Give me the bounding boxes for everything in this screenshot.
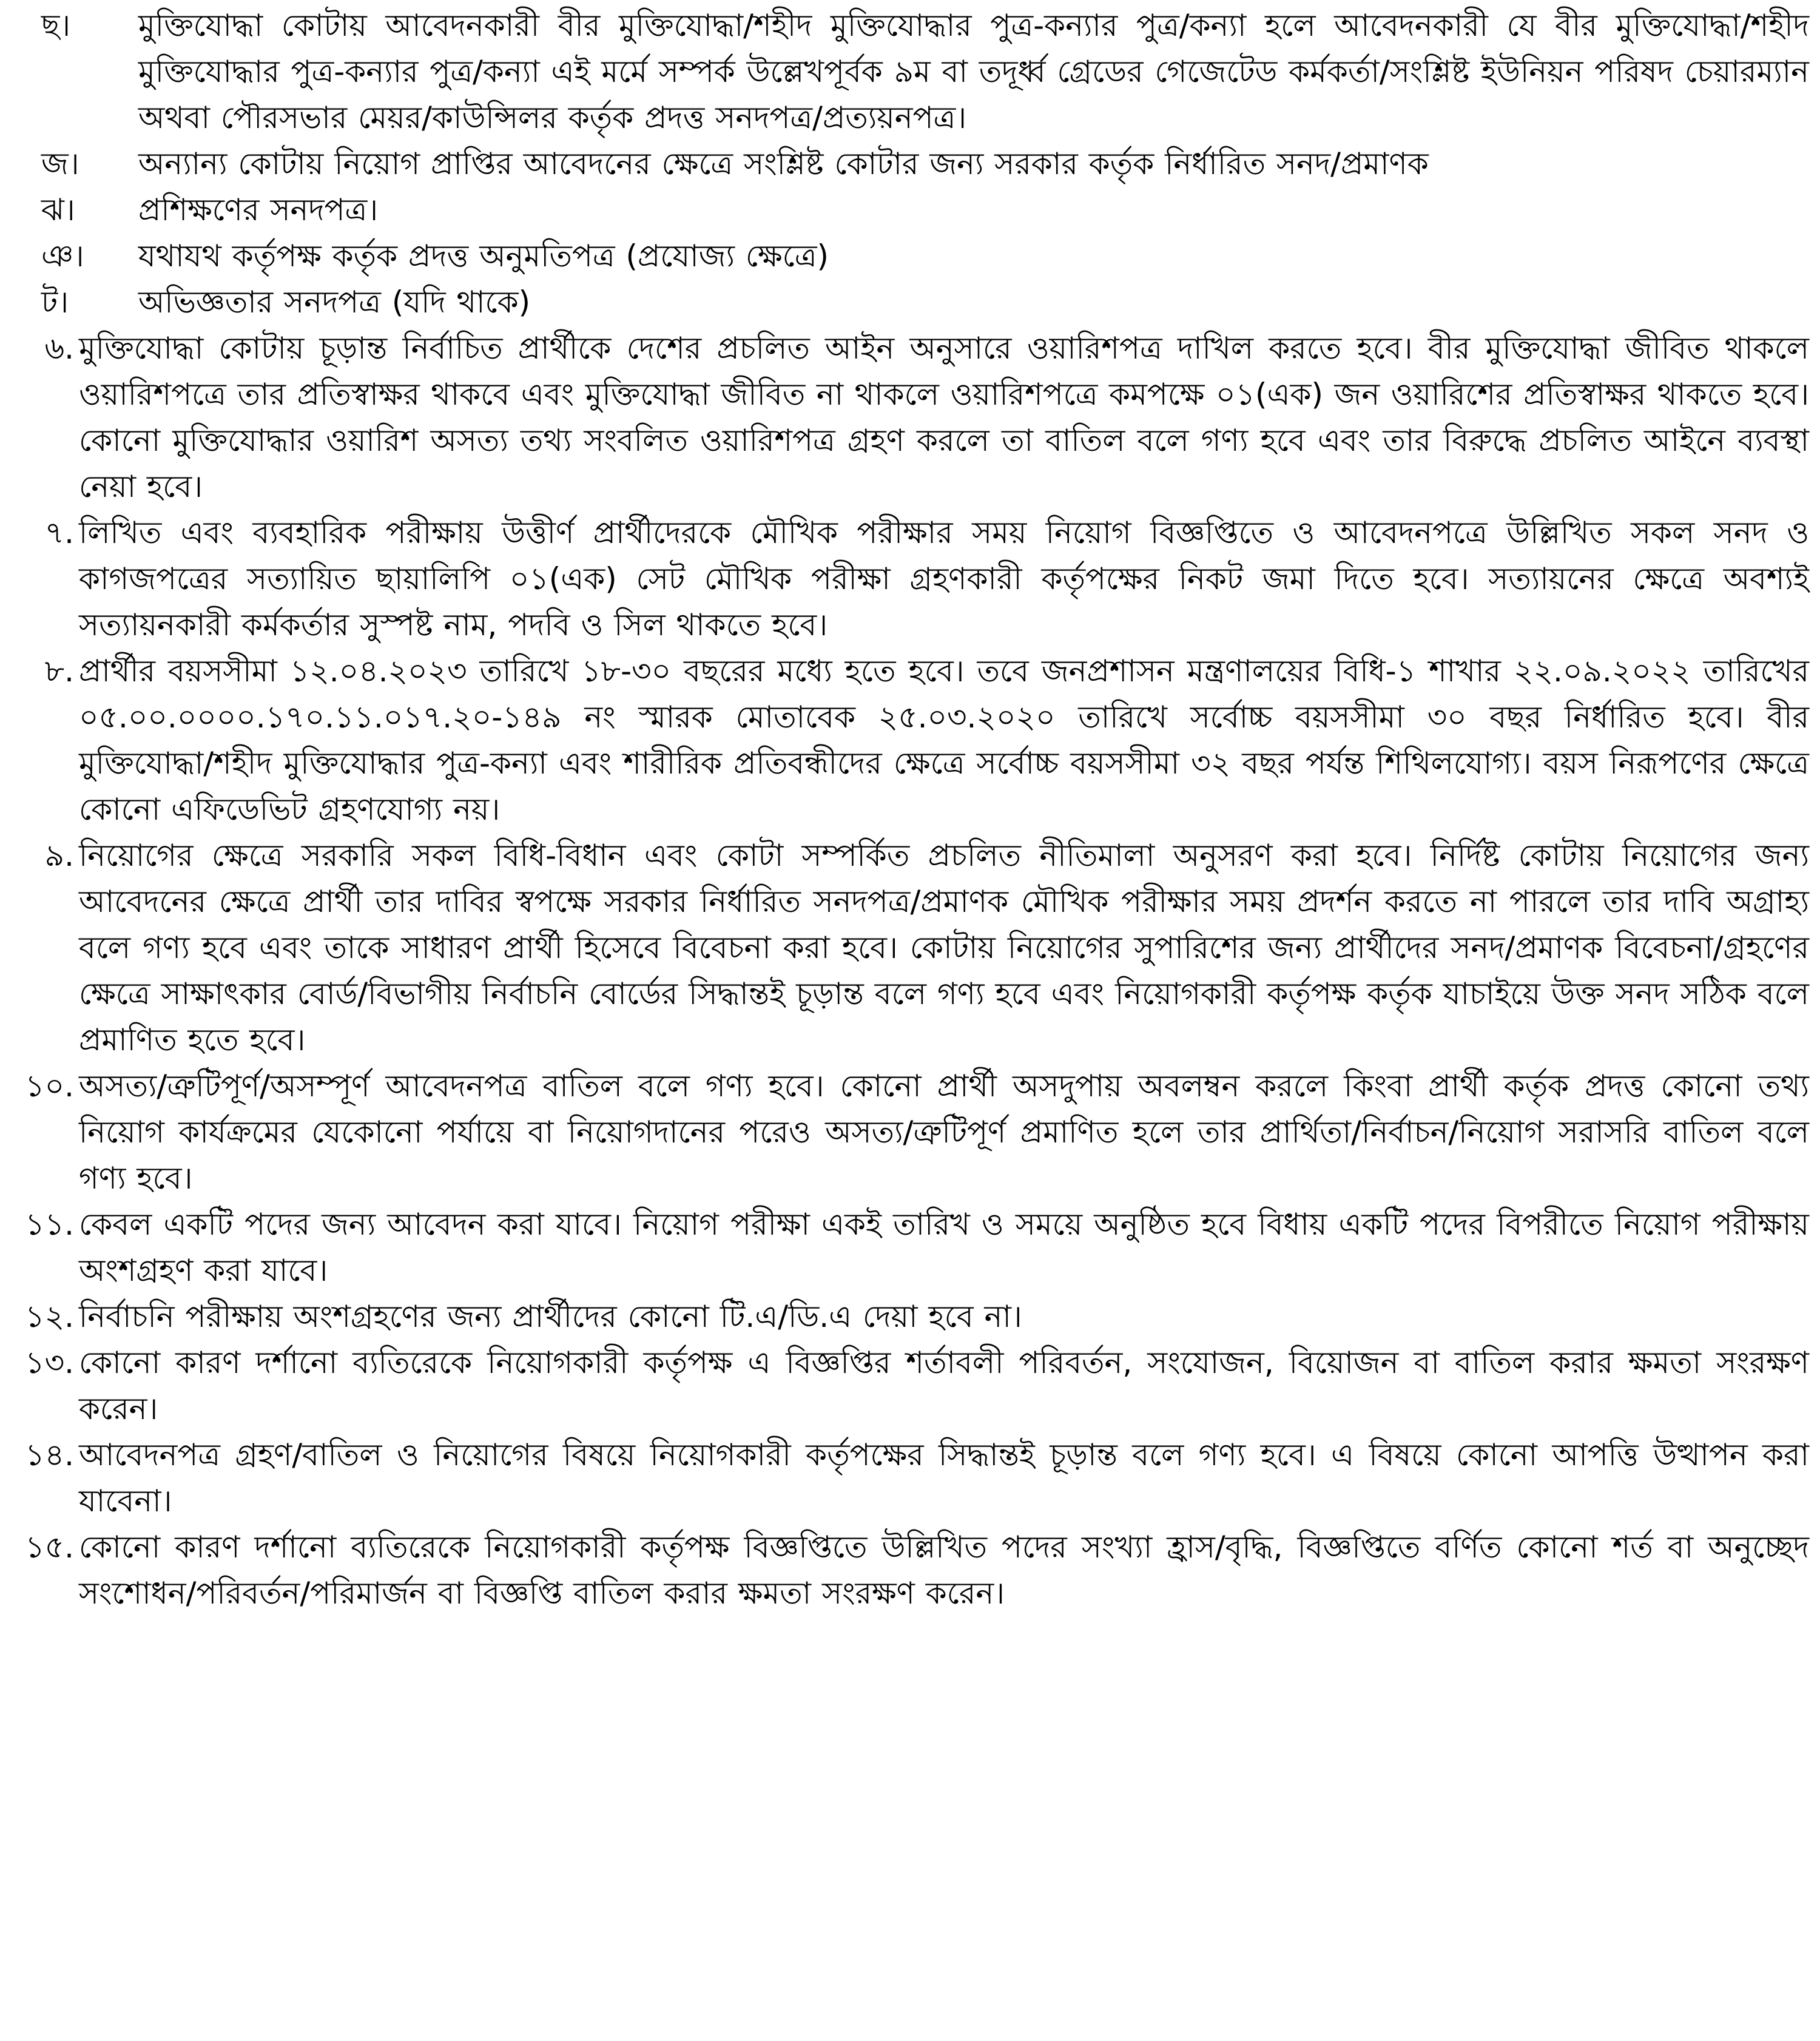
clause-number: ৯.: [44, 838, 74, 873]
sub-item-marker: ঞ।: [41, 238, 84, 274]
clause-text: লিখিত এবং ব্যবহারিক পরীক্ষায় উত্তীর্ণ প্রার্থীদেরকে মৌখিক পরীক্ষার সময় নিয়োগ বিজ্ঞপ্তিতে ও আবেদনপত্রে উল্লিখিত সকল সনদ ও কাগজপত্রের সত্যায়িত ছায়ালিপি ০১(এক) সেট মৌখিক পরীক্ষা গ্রহণকারী কর্তৃপক্ষের নিকট জমা দিতে হবে। সত্যায়নের ক্ষেত্রে অবশ্যই সত্যায়নকারী কর্মকর্তার সুস্পষ্ট নাম, পদবি ও সিল থাকতে হবে।: [79, 515, 1809, 643]
sub-item-marker: ঝ।: [41, 192, 75, 228]
clause-number: ১৫.: [25, 1530, 74, 1565]
sub-item-chha: [11, 2, 1809, 141]
clause-text: আবেদনপত্র গ্রহণ/বাতিল ও নিয়োগের বিষয়ে নিয়োগকারী কর্তৃপক্ষের সিদ্ধান্তই চূড়ান্ত বলে গণ্য হবে। এ বিষয়ে কোনো আপত্তি উত্থাপন করা যাবেনা।: [79, 1437, 1809, 1519]
sub-item-marker: ছ।: [41, 8, 71, 43]
clause-text: নিয়োগের ক্ষেত্রে সরকারি সকল বিধি-বিধান এবং কোটা সম্পর্কিত প্রচলিত নীতিমালা অনুসরণ করা হবে। নির্দিষ্ট কোটায় নিয়োগের জন্য আবেদনের ক্ষেত্রে প্রার্থী তার দাবির স্বপক্ষে সরকার নির্ধারিত সনদপত্র/প্রমাণক মৌখিক পরীক্ষার সময় প্রদর্শন করতে না পারলে তার দাবি অগ্রাহ্য বলে গণ্য হবে এবং তাকে সাধারণ প্রার্থী হিসেবে বিবেচনা করা হবে। কোটায় নিয়োগের সুপারিশের জন্য প্রার্থীদের সনদ/প্রমাণক বিবেচনা/গ্রহণের ক্ষেত্রে সাক্ষাৎকার বোর্ড/বিভাগীয় নির্বাচনি বোর্ডের সিদ্ধান্তই চূড়ান্ত বলে গণ্য হবে এবং নিয়োগকারী কর্তৃপক্ষ কর্তৃক যাচাইয়ে উক্ত সনদ সঠিক বলে প্রমাণিত হতে হবে।: [79, 838, 1809, 1058]
sub-item-text: যথাযথ কর্তৃপক্ষ কর্তৃক প্রদত্ত অনুমতিপত্র (প্রযোজ্য ক্ষেত্রে): [138, 238, 829, 274]
clause-number: ১১.: [25, 1207, 74, 1242]
clause-number: ৮.: [44, 653, 74, 689]
clause-number: ১৪.: [25, 1437, 74, 1473]
sub-item-marker: ট।: [41, 285, 69, 320]
sub-item-jha: [11, 187, 1809, 233]
sub-item-text: প্রশিক্ষণের সনদপত্র।: [138, 192, 379, 228]
clause-13: [11, 1340, 1809, 1432]
sub-item-text: মুক্তিযোদ্ধা কোটায় আবেদনকারী বীর মুক্তিযোদ্ধা/শহীদ মুক্তিযোদ্ধার পুত্র-কন্যার পুত্র/কন্যা হলে আবেদনকারী যে বীর মুক্তিযোদ্ধা/শহীদ মুক্তিযোদ্ধার পুত্র-কন্যার পুত্র/কন্যা এই মর্মে সম্পর্ক উল্লেখপূর্বক ৯ম বা তদূর্ধ্ব গ্রেডের গেজেটেড কর্মকর্তা/সংশ্লিষ্ট ইউনিয়ন পরিষদ চেয়ারম্যান অথবা পৌরসভার মেয়র/কাউন্সিলর কর্তৃক প্রদত্ত সনদপত্র/প্রত্যয়নপত্র।: [138, 8, 1809, 135]
clause-8: [11, 648, 1809, 832]
clause-6: [11, 325, 1809, 510]
clause-text: নির্বাচনি পরীক্ষায় অংশগ্রহণের জন্য প্রার্থীদের কোনো টি.এ/ডি.এ দেয়া হবে না।: [79, 1299, 1022, 1334]
clause-11: [11, 1201, 1809, 1294]
clause-text: কোনো কারণ দর্শানো ব্যতিরেকে নিয়োগকারী কর্তৃপক্ষ বিজ্ঞপ্তিতে উল্লিখিত পদের সংখ্যা হ্রাস/বৃদ্ধি, বিজ্ঞপ্তিতে বর্ণিত কোনো শর্ত বা অনুচ্ছেদ সংশোধন/পরিবর্তন/পরিমার্জন বা বিজ্ঞপ্তি বাতিল করার ক্ষমতা সংরক্ষণ করেন।: [79, 1530, 1809, 1611]
clause-9: [11, 832, 1809, 1063]
clause-number: ১২.: [25, 1299, 74, 1334]
clause-number: ১৩.: [25, 1345, 74, 1380]
clause-15: [11, 1524, 1809, 1616]
clause-text: অসত্য/ত্রুটিপূর্ণ/অসম্পূর্ণ আবেদনপত্র বাতিল বলে গণ্য হবে। কোনো প্রার্থী অসদুপায় অবলম্বন করলে কিংবা প্রার্থী কর্তৃক প্রদত্ত কোনো তথ্য নিয়োগ কার্যক্রমের যেকোনো পর্যায়ে বা নিয়োগদানের পরেও অসত্য/ত্রুটিপূর্ণ প্রমাণিত হলে তার প্রার্থিতা/নির্বাচন/নিয়োগ সরাসরি বাতিল বলে গণ্য হবে।: [79, 1068, 1809, 1196]
clause-text: মুক্তিযোদ্ধা কোটায় চূড়ান্ত নির্বাচিত প্রার্থীকে দেশের প্রচলিত আইন অনুসারে ওয়ারিশপত্র দাখিল করতে হবে। বীর মুক্তিযোদ্ধা জীবিত থাকলে ওয়ারিশপত্রে তার প্রতিস্বাক্ষর থাকবে এবং মুক্তিযোদ্ধা জীবিত না থাকলে ওয়ারিশপত্রে কমপক্ষে ০১(এক) জন ওয়ারিশের প্রতিস্বাক্ষর থাকতে হবে। কোনো মুক্তিযোদ্ধার ওয়ারিশ অসত্য তথ্য সংবলিত ওয়ারিশপত্র গ্রহণ করলে তা বাতিল বলে গণ্য হবে এবং তার বিরুদ্ধে প্রচলিত আইনে ব্যবস্থা নেয়া হবে।: [79, 331, 1809, 504]
sub-item-text: অভিজ্ঞতার সনদপত্র (যদি থাকে): [138, 285, 531, 320]
clause-text: কোনো কারণ দর্শানো ব্যতিরেকে নিয়োগকারী কর্তৃপক্ষ এ বিজ্ঞপ্তির শর্তাবলী পরিবর্তন, সংযোজন, বিয়োজন বা বাতিল করার ক্ষমতা সংরক্ষণ করেন।: [79, 1345, 1809, 1426]
sub-item-ta: [11, 279, 1809, 325]
clause-10: [11, 1063, 1809, 1201]
clause-number: ৬.: [44, 331, 74, 366]
sub-item-marker: জ।: [41, 146, 79, 181]
sub-item-text: অন্যান্য কোটায় নিয়োগ প্রাপ্তির আবেদনের ক্ষেত্রে সংশ্লিষ্ট কোটার জন্য সরকার কর্তৃক নির্ধারিত সনদ/প্রমাণক: [138, 146, 1429, 181]
sub-item-ja: [11, 141, 1809, 187]
clause-text: কেবল একটি পদের জন্য আবেদন করা যাবে। নিয়োগ পরীক্ষা একই তারিখ ও সময়ে অনুষ্ঠিত হবে বিধায় একটি পদের বিপরীতে নিয়োগ পরীক্ষায় অংশগ্রহণ করা যাবে।: [79, 1207, 1809, 1288]
sub-item-nya: [11, 233, 1809, 279]
clause-text: প্রার্থীর বয়সসীমা ১২.০৪.২০২৩ তারিখে ১৮-৩০ বছরের মধ্যে হতে হবে। তবে জনপ্রশাসন মন্ত্রণালয়ের বিধি-১ শাখার ২২.০৯.২০২২ তারিখের ০৫.০০.০০০০.১৭০.১১.০১৭.২০-১৪৯ নং স্মারক মোতাবেক ২৫.০৩.২০২০ তারিখে সর্বোচ্চ বয়সসীমা ৩০ বছর নির্ধারিত হবে। বীর মুক্তিযোদ্ধা/শহীদ মুক্তিযোদ্ধার পুত্র-কন্যা এবং শারীরিক প্রতিবন্ধীদের ক্ষেত্রে সর্বোচ্চ বয়সসীমা ৩২ বছর পর্যন্ত শিথিলযোগ্য। বয়স নিরূপণের ক্ষেত্রে কোনো এফিডেভিট গ্রহণযোগ্য নয়।: [79, 653, 1809, 827]
clause-14: [11, 1432, 1809, 1524]
clause-number: ৭.: [44, 515, 74, 550]
clause-12: [11, 1294, 1809, 1340]
clause-7: [11, 510, 1809, 648]
clause-number: ১০.: [25, 1068, 74, 1104]
